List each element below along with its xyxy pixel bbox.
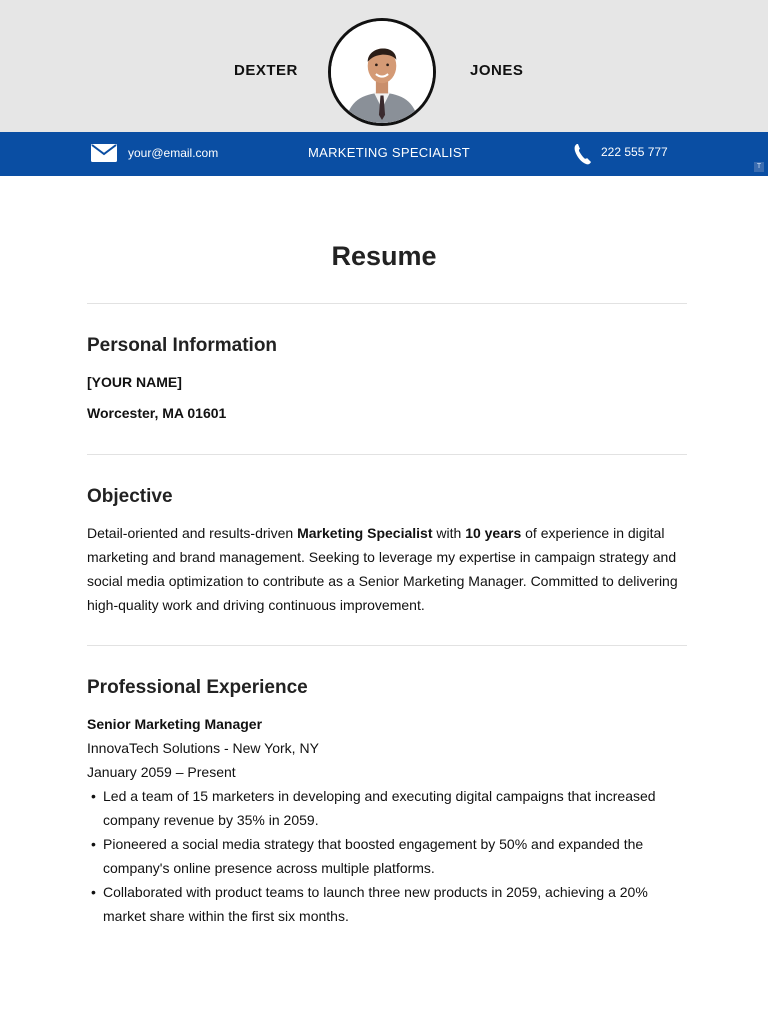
objective-text: Detail-oriented and results-driven Marketing Specialist with 10 years of experience in digital marketing and brand management. Seeking to leverage my expertise in campaign strategy and social media optimization to contribute as a Senior Marketing Manager. Committed to delivering high-quality work and driving continuous improvement. xyxy=(87,525,678,613)
list-item: • Collaborated with product teams to launch three new products in 2059, achieving a 20% market share within the first six months. xyxy=(87,880,687,928)
last-name: JONES xyxy=(470,62,524,79)
job-title: Senior Marketing Manager xyxy=(87,716,263,732)
objective-heading: Objective xyxy=(87,486,173,507)
objective-years: 10 years xyxy=(465,525,522,541)
list-item: • Pioneered a social media strategy that boosted engagement by 50% and expanded the company's online presence across multiple platforms. xyxy=(87,832,687,880)
achievement-list xyxy=(87,784,687,928)
employment-dates: January 2059 – Present xyxy=(87,764,236,780)
company: InnovaTech Solutions - New York, NY xyxy=(87,740,319,756)
divider xyxy=(87,454,687,455)
first-name: DEXTER xyxy=(234,62,298,79)
personal-info-heading: Personal Information xyxy=(87,335,278,356)
phone-icon xyxy=(572,142,592,166)
your-name: [YOUR NAME] xyxy=(87,374,182,390)
objective-role: Marketing Specialist xyxy=(297,525,433,541)
location: Worcester, MA 01601 xyxy=(87,405,227,421)
divider xyxy=(87,303,687,304)
profile-photo xyxy=(328,18,436,126)
divider xyxy=(87,645,687,646)
list-item: • Led a team of 15 marketers in developing and executing digital campaigns that increased company revenue by 35% in 2059. xyxy=(87,784,687,832)
job-title-banner: MARKETING SPECIALIST xyxy=(308,145,471,160)
phone-number[interactable]: 222 555 777 xyxy=(601,145,668,159)
email-address[interactable]: your@email.com xyxy=(128,146,219,160)
corner-mark: T xyxy=(754,162,764,172)
experience-heading: Professional Experience xyxy=(87,677,308,698)
document-title: Resume xyxy=(331,241,437,271)
contact-bar xyxy=(0,132,768,176)
envelope-icon xyxy=(91,144,117,162)
